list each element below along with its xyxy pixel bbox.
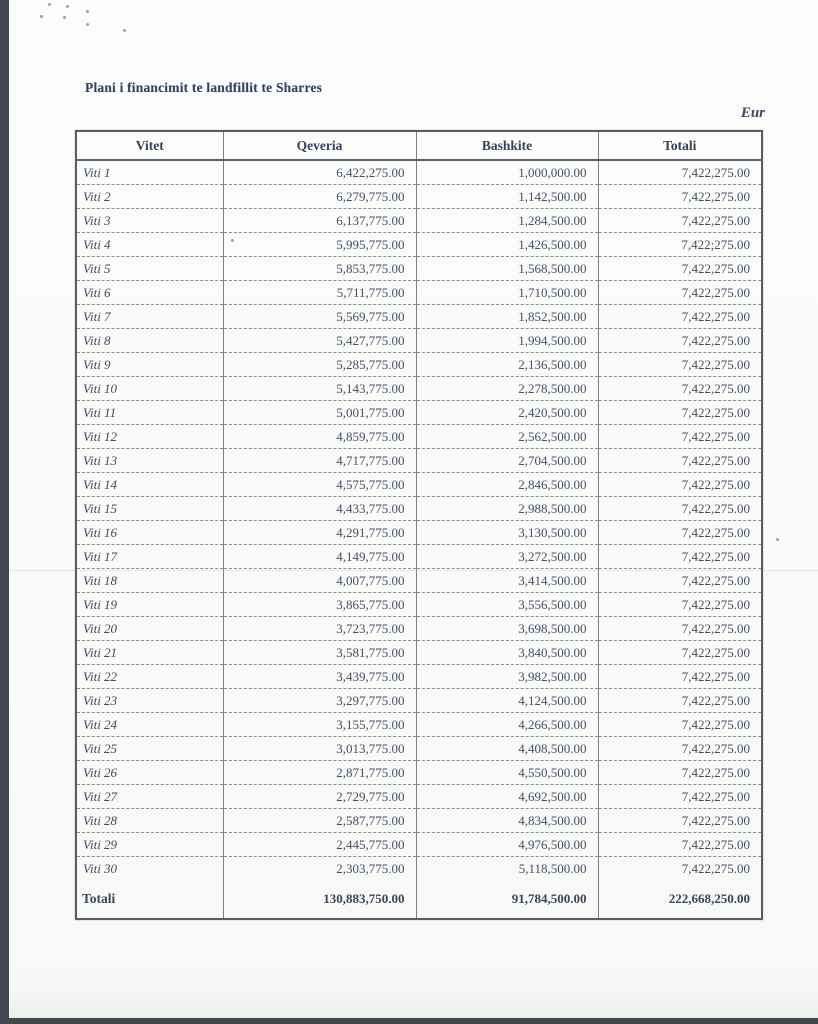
qeveria-cell: 4,859,775.00 [223,425,416,449]
table-row [76,329,762,353]
bashkite-cell: 4,124,500.00 [416,689,598,713]
qeveria-cell: 2,729,775.00 [223,785,416,809]
year-cell: Viti 1 [83,164,111,180]
bashkite-cell: 3,414,500.00 [416,569,598,593]
year-cell: Viti 6 [76,281,223,305]
totali-cell: 7,422,275.00 [598,497,762,521]
year-cell: Viti 7 [76,305,223,329]
table-row [76,257,762,281]
column-header-vitet: Vitet [76,131,223,160]
qeveria-cell: 4,291,775.00 [223,521,416,545]
totali-cell: 7,422,275.00 [598,281,762,305]
qeveria-cell: 6,422,275.00 [223,160,416,185]
bashkite-cell: 2,846,500.00 [416,473,598,497]
bashkite-cell: 1,426,500.00 [416,233,598,257]
totali-cell: 7,422,275.00 [598,809,762,833]
table-row [76,737,762,761]
totali-cell: 7,422,275.00 [598,833,762,857]
qeveria-cell: 4,433,775.00 [223,497,416,521]
totali-cell: 7,422,275.00 [598,353,762,377]
bashkite-cell: 3,982,500.00 [416,665,598,689]
table-row [76,305,762,329]
qeveria-cell: 6,137,775.00 [223,209,416,233]
table-header [76,131,762,160]
year-cell: Viti 4 [76,233,223,257]
table-row [76,665,762,689]
qeveria-cell: 4,149,775.00 [223,545,416,569]
totali-cell: 7,422,275.00 [598,785,762,809]
bashkite-cell: 3,130,500.00 [416,521,598,545]
totals-qeveria-value: 130,883,750.00 [223,880,416,919]
qeveria-cell: 5,427,775.00 [223,329,416,353]
table-row [76,785,762,809]
year-cell: Viti 28 [76,809,223,833]
totals-totali-value: 222,668,250.00 [598,880,762,919]
qeveria-cell: 2,303,775.00 [223,857,416,881]
scan-edge-left [0,0,9,1024]
qeveria-cell: 3,865,775.00 [223,593,416,617]
qeveria-cell: 3,013,775.00 [223,737,416,761]
scan-speckle [86,23,89,26]
qeveria-cell: 2,871,775.00 [223,761,416,785]
bashkite-cell: 2,136,500.00 [416,353,598,377]
year-cell: Viti 11 [76,401,223,425]
year-cell: Viti 9 [76,353,223,377]
totali-cell: 7,422,275.00 [598,257,762,281]
column-header-bashkite: Bashkite [416,131,598,160]
table-row [76,377,762,401]
totali-cell: 7,422,275.00 [598,425,762,449]
totali-cell: 7,422,275.00 [598,185,762,209]
bashkite-cell: 3,272,500.00 [416,545,598,569]
bashkite-cell: 1,852,500.00 [416,305,598,329]
table-row [76,449,762,473]
financing-plan-table [75,130,763,920]
scan-edge-bottom [0,1018,818,1024]
year-cell: Viti 17 [76,545,223,569]
bashkite-cell: 1,568,500.00 [416,257,598,281]
bashkite-cell: 1,710,500.00 [416,281,598,305]
totali-cell: 7,422,275.00 [598,329,762,353]
table-row [76,761,762,785]
totali-cell: 7,422,275.00 [598,593,762,617]
year-cell: Viti 5 [76,257,223,281]
table-row [76,401,762,425]
scan-speckle [66,5,69,8]
qeveria-cell: 5,285,775.00 [223,353,416,377]
totali-cell: 7,422,275.00 [598,473,762,497]
totali-cell: 7,422,275.00 [598,689,762,713]
qeveria-cell: 2,445,775.00 [223,833,416,857]
table-row [76,160,762,185]
totali-cell: 7,422,275.00 [598,737,762,761]
table-row [76,185,762,209]
bashkite-cell: 4,692,500.00 [416,785,598,809]
table-row [76,689,762,713]
year-cell: Viti 2 [76,185,223,209]
table-row [76,713,762,737]
totali-cell: 7,422,275.00 [598,545,762,569]
table-row [76,641,762,665]
year-cell: Viti 14 [76,473,223,497]
table-row [76,473,762,497]
column-header-totali: Totali [598,131,762,160]
qeveria-cell: 5,001,775.00 [223,401,416,425]
bashkite-cell: 1,142,500.00 [416,185,598,209]
bashkite-cell: 4,408,500.00 [416,737,598,761]
table-row [76,497,762,521]
currency-label: Eur [740,105,765,121]
totals-label: Totali [82,891,116,906]
year-cell: Viti 15 [76,497,223,521]
year-cell: Viti 20 [76,617,223,641]
table-row [76,809,762,833]
year-cell: Viti 10 [76,377,223,401]
year-cell: Viti 25 [76,737,223,761]
year-cell: Viti 24 [76,713,223,737]
table-row [76,281,762,305]
totals-bashkite-value: 91,784,500.00 [416,880,598,919]
scan-shade-bottom [9,988,818,1018]
totali-cell: 7,422,275.00 [598,665,762,689]
qeveria-cell: 4,717,775.00 [223,449,416,473]
table-row [76,617,762,641]
bashkite-cell: 1,994,500.00 [416,329,598,353]
year-cell: Viti 22 [76,665,223,689]
bashkite-cell: 3,556,500.00 [416,593,598,617]
scan-speckle [48,3,51,6]
qeveria-cell: 3,297,775.00 [223,689,416,713]
totali-cell: 7,422,275.00 [598,449,762,473]
table-row [76,857,762,881]
totali-cell: 7,422,275.00 [598,713,762,737]
qeveria-cell: 6,279,775.00 [223,185,416,209]
table-row [76,425,762,449]
bashkite-cell: 4,266,500.00 [416,713,598,737]
totali-cell: 7,422,275.00 [598,209,762,233]
totali-cell: 7,422,275.00 [598,569,762,593]
table-row [76,521,762,545]
table-row [76,233,762,257]
bashkite-cell: 4,834,500.00 [416,809,598,833]
qeveria-cell: 5,711,775.00 [223,281,416,305]
bashkite-cell: 2,278,500.00 [416,377,598,401]
bashkite-cell: 4,976,500.00 [416,833,598,857]
totali-cell: 7,422,275.00 [598,401,762,425]
qeveria-cell: 4,575,775.00 [223,473,416,497]
table-totals-row [76,880,762,919]
table-row [76,569,762,593]
qeveria-cell: 4,007,775.00 [223,569,416,593]
bashkite-cell: 2,988,500.00 [416,497,598,521]
scan-speckle [86,10,89,13]
year-cell: Viti 3 [76,209,223,233]
year-cell: Viti 19 [76,593,223,617]
bashkite-cell: 2,420,500.00 [416,401,598,425]
scan-speckle [40,15,43,18]
totali-cell: 7,422;275.00 [598,233,762,257]
bashkite-cell: 3,840,500.00 [416,641,598,665]
bashkite-cell: 1,000,000.00 [416,160,598,185]
scan-speckle [63,16,66,19]
year-cell: Viti 26 [76,761,223,785]
qeveria-cell: 3,723,775.00 [223,617,416,641]
qeveria-cell: 3,439,775.00 [223,665,416,689]
year-cell: Viti 8 [76,329,223,353]
bashkite-cell: 3,698,500.00 [416,617,598,641]
totali-cell: 7,422,275.00 [598,641,762,665]
totali-cell: 7,422,275.00 [598,160,762,185]
year-cell: Viti 30 [76,857,223,881]
table-row [76,593,762,617]
table-body [76,160,762,880]
qeveria-cell: 3,581,775.00 [223,641,416,665]
bashkite-cell: 1,284,500.00 [416,209,598,233]
totals-row [76,880,762,919]
year-cell: Viti 16 [76,521,223,545]
bashkite-cell: 2,562,500.00 [416,425,598,449]
totali-cell: 7,422,275.00 [598,761,762,785]
qeveria-cell: 3,155,775.00 [223,713,416,737]
year-cell: Viti 27 [76,785,223,809]
table-row [76,833,762,857]
bashkite-cell: 4,550,500.00 [416,761,598,785]
qeveria-cell: 2,587,775.00 [223,809,416,833]
year-cell: Viti 21 [76,641,223,665]
column-header-qeveria: Qeveria [223,131,416,160]
scan-speckle [123,29,126,32]
totali-cell: 7,422,275.00 [598,521,762,545]
year-cell: Viti 23 [76,689,223,713]
totali-cell: 7,422,275.00 [598,305,762,329]
bashkite-cell: 5,118,500.00 [416,857,598,881]
year-cell: Viti 29 [76,833,223,857]
qeveria-cell: 5,853,775.00 [223,257,416,281]
year-cell: Viti 18 [76,569,223,593]
totali-cell: 7,422,275.00 [598,617,762,641]
table-row [76,545,762,569]
year-cell: Viti 13 [76,449,223,473]
scan-speckle [776,538,779,541]
bashkite-cell: 2,704,500.00 [416,449,598,473]
totali-cell: 7,422,275.00 [598,857,762,881]
qeveria-cell: 5,569,775.00 [223,305,416,329]
table-row [76,209,762,233]
table-row [76,353,762,377]
totali-cell: 7,422,275.00 [598,377,762,401]
document-title: Plani i financimit te landfillit te Sharres [85,80,323,95]
qeveria-cell: 5,995,775.00 [223,233,416,257]
year-cell: Viti 12 [76,425,223,449]
qeveria-cell: 5,143,775.00 [223,377,416,401]
